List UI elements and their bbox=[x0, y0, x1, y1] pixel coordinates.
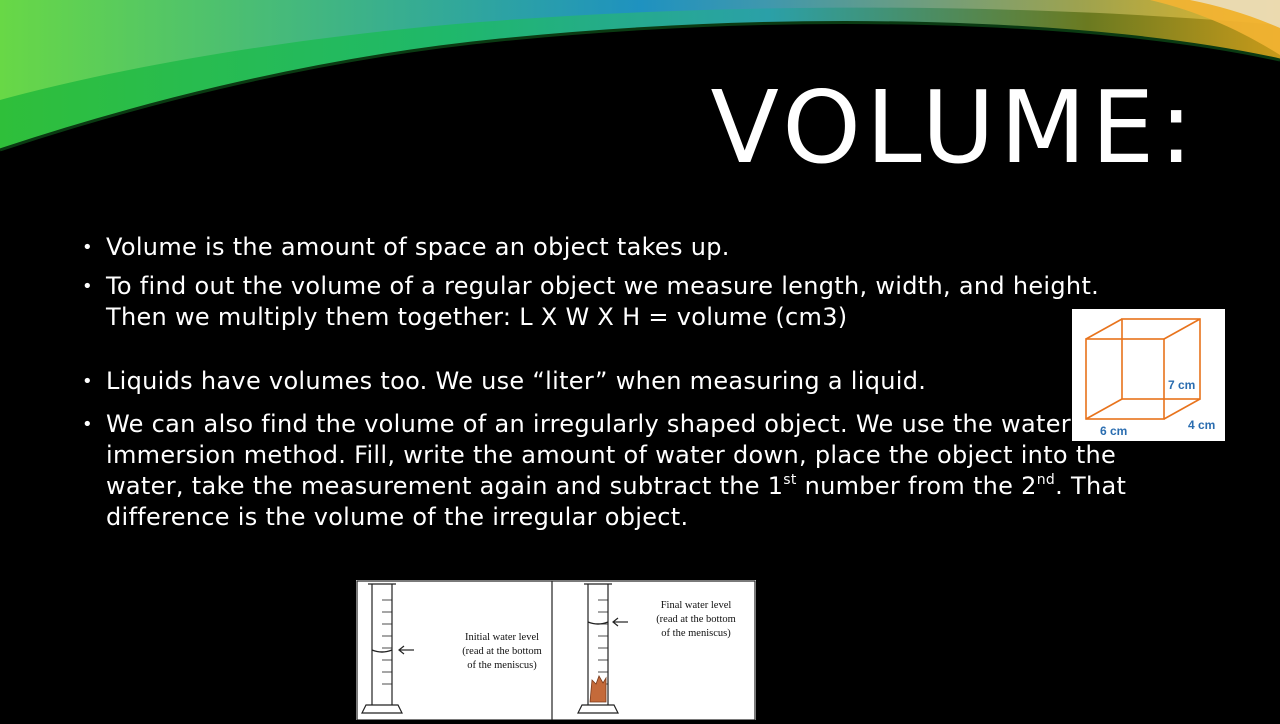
initial-cylinder bbox=[362, 584, 414, 713]
depth-label: 4 cm bbox=[1188, 418, 1216, 432]
bullet-text-part1: We can also find the volume of an irregularly shaped object. We use the water immersion method. Fill, write the amount of water down, place the object into the water, take the measurement again and subtract the 1 bbox=[106, 410, 1117, 500]
height-label: 7 cm bbox=[1168, 378, 1196, 392]
initial-label-line2: (read at the bottom bbox=[462, 646, 542, 657]
bullet-icon: • bbox=[82, 237, 93, 258]
bullet-item bbox=[82, 271, 1156, 333]
final-label-line2: (read at the bottom bbox=[656, 614, 736, 625]
bullet-text: Volume is the amount of space an object takes up. bbox=[106, 233, 730, 261]
bullet-item bbox=[82, 366, 1182, 397]
immersed-object bbox=[590, 676, 606, 702]
bullet-icon: • bbox=[82, 371, 93, 392]
bullet-text-part2: number from the 2 bbox=[796, 472, 1037, 500]
cylinder-diagram bbox=[356, 580, 756, 720]
bullet-item bbox=[82, 232, 1182, 263]
bullet-icon: • bbox=[82, 276, 93, 297]
superscript-nd: nd bbox=[1036, 472, 1056, 488]
superscript-st: st bbox=[783, 472, 797, 488]
final-label-line1: Final water level bbox=[660, 600, 732, 611]
slide-title: VOLUME: bbox=[710, 69, 1198, 186]
initial-label-line1: Initial water level bbox=[464, 632, 540, 643]
bullet-list bbox=[82, 232, 1182, 533]
bullet-text: To find out the volume of a regular object we measure length, width, and height. Then we multiply them together: L X W X H = volume (cm3) bbox=[106, 272, 1100, 331]
bullet-text: Liquids have volumes too. We use “liter” when measuring a liquid. bbox=[106, 367, 927, 395]
bullet-text-part3: . That difference is the volume of the irregular object. bbox=[106, 472, 1127, 531]
final-label-line3: of the meniscus) bbox=[661, 628, 731, 639]
cube-diagram bbox=[1072, 309, 1225, 441]
bullet-item bbox=[82, 409, 1166, 533]
initial-label-line3: of the meniscus) bbox=[467, 660, 537, 671]
width-label: 6 cm bbox=[1100, 424, 1128, 438]
bullet-icon: • bbox=[82, 414, 93, 435]
